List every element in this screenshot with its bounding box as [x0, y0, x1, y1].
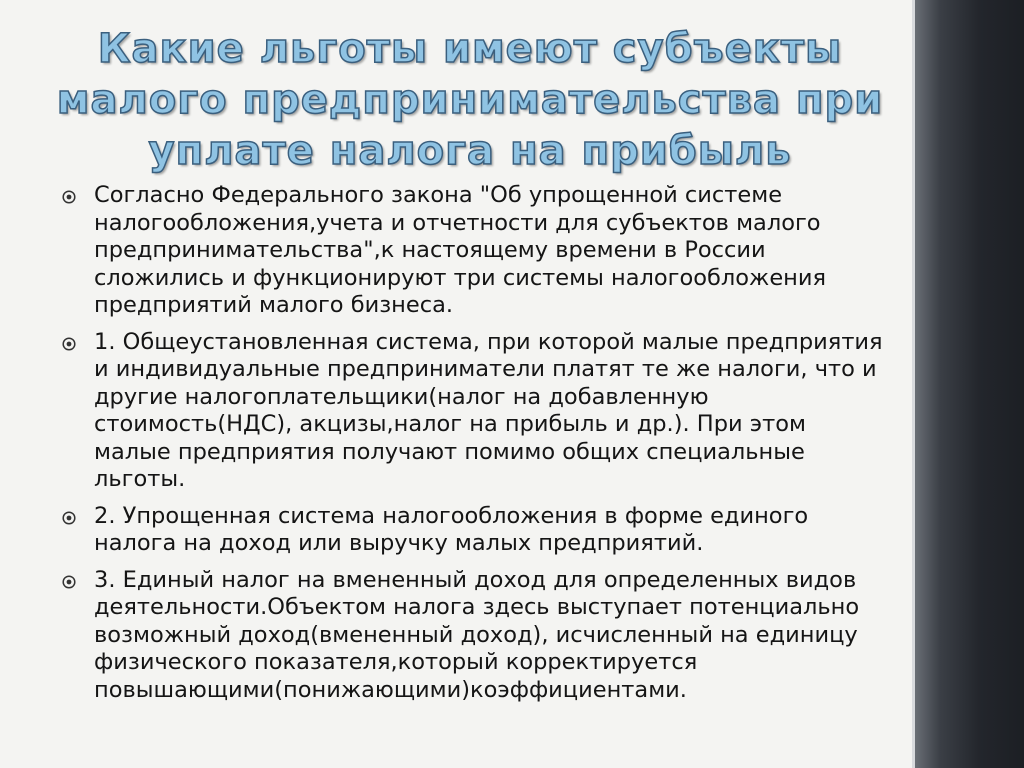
circle-target-icon	[62, 337, 76, 351]
bullet-line: малые предприятия получают помимо общих специальные	[94, 438, 805, 465]
slide-title	[40, 24, 900, 177]
bullet-line: налогообложения,учета и отчетности для субъектов малого	[94, 209, 821, 236]
bullet-line: 1. Общеустановленная система, при которой малые предприятия	[94, 328, 883, 355]
bullet-line: сложились и функционируют три системы налогообложения	[94, 264, 827, 291]
bullet-item	[62, 567, 902, 705]
bullet-line: стоимость(НДС), акцизы,налог на прибыль и др.). При этом	[94, 411, 806, 437]
bullet-text	[94, 182, 826, 318]
bullet-line: возможный доход(вмененный доход), исчисленный на единицу	[94, 621, 858, 648]
bullet-line: повышающими(понижающими)коэффициентами.	[94, 676, 687, 703]
bullet-text	[94, 503, 808, 557]
decorative-side-band	[912, 0, 1024, 768]
title-line: Какие льготы имеют субъекты	[97, 26, 843, 72]
bullet-line: 3. Единый налог на вмененный доход для определенных видов	[94, 566, 857, 593]
title-line: уплате налога на прибыль	[148, 128, 792, 174]
bullet-line: налога на доход или выручку малых предприятий.	[94, 530, 704, 556]
bullet-item	[62, 329, 902, 494]
bullet-line: предпринимательства",к настоящему времени в России	[94, 237, 766, 263]
title-line: малого предпринимательства при	[56, 77, 884, 123]
bullet-line: льготы.	[94, 466, 186, 492]
side-band-divider	[912, 0, 915, 768]
bullet-text	[94, 567, 859, 703]
bullet-line: Согласно Федерального закона "Об упрощенной системе	[94, 182, 783, 208]
bullet-list	[62, 182, 902, 713]
bullet-line: физического показателя,который корректируется	[94, 649, 698, 675]
bullet-line: другие налогоплательщики(налог на добавленную	[94, 383, 709, 410]
bullet-line: и индивидуальные предприниматели платят те же налоги, что и	[94, 356, 877, 382]
bullet-line: 2. Упрощенная система налогообложения в форме единого	[94, 502, 809, 529]
bullet-text	[94, 329, 883, 493]
bullet-item	[62, 182, 902, 320]
bullet-line: предприятий малого бизнеса.	[94, 292, 454, 318]
circle-target-icon	[62, 511, 76, 525]
circle-target-icon	[62, 575, 76, 589]
circle-target-icon	[62, 190, 76, 204]
bullet-line: деятельности.Объектом налога здесь выступает потенциально	[94, 594, 860, 620]
bullet-item	[62, 503, 902, 558]
